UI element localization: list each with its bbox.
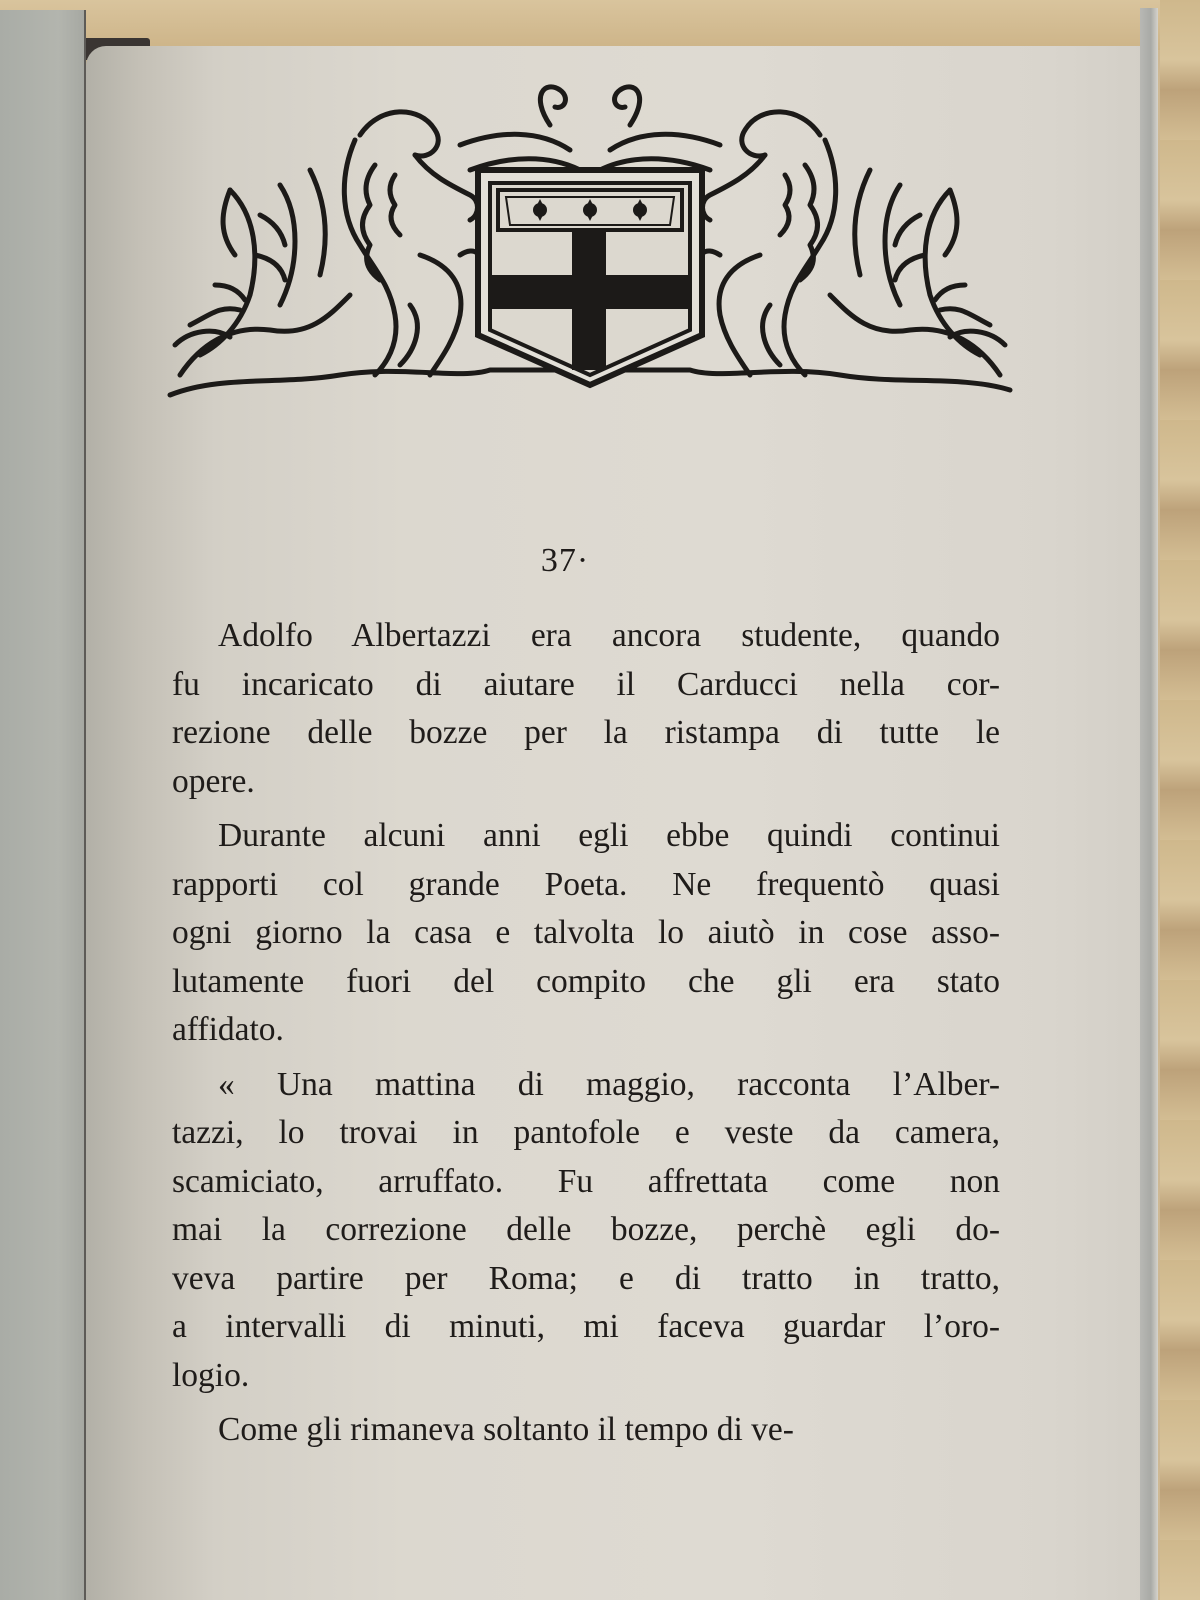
text-line: tazzi, lo trovai in pantofole e veste da camera, [172, 1114, 1000, 1151]
wooden-surface-top [0, 0, 1200, 50]
text-line: a intervalli di minuti, mi faceva guardar l’oro- [172, 1308, 1000, 1345]
text-line: Adolfo Albertazzi era ancora studente, quando [218, 617, 1000, 654]
text-line: Come gli rimaneva soltanto il tempo di ve- [218, 1411, 794, 1448]
text-line: Durante alcuni anni egli ebbe quindi continui [218, 817, 1000, 854]
text-line: opere. [172, 762, 255, 800]
text-line: ogni giorno la casa e talvolta lo aiutò in cose asso- [172, 914, 1000, 951]
page-edge [1140, 8, 1158, 1600]
text-line: affidato. [172, 1011, 284, 1048]
paragraph [172, 1061, 1000, 1401]
text-line: rapporti col grande Poeta. Ne frequentò quasi [172, 865, 1000, 903]
text-line: « Una mattina di maggio, racconta l’Alber- [218, 1065, 1000, 1103]
body-text [172, 612, 1000, 1455]
paragraph [172, 1406, 1000, 1455]
text-line: lutamente fuori del compito che gli era stato [172, 962, 1000, 1000]
text-line: veva partire per Roma; e di tratto in tratto, [172, 1259, 1000, 1297]
text-line: logio. [172, 1356, 250, 1394]
wooden-surface-right [1160, 0, 1200, 1600]
paragraph [172, 812, 1000, 1055]
text-line: scamiciato, arruffato. Fu affrettata come non [172, 1162, 1000, 1200]
text-line: rezione delle bozze per la ristampa di tutte le [172, 714, 1000, 751]
text-line: mai la correzione delle bozze, perchè egli do- [172, 1211, 1000, 1248]
text-line: fu incaricato di aiutare il Carducci nella cor- [172, 665, 1000, 703]
left-page [0, 10, 86, 1600]
coat-of-arms-icon [160, 75, 1020, 405]
paragraph [172, 612, 1000, 806]
chapter-number: 37· [540, 542, 590, 579]
